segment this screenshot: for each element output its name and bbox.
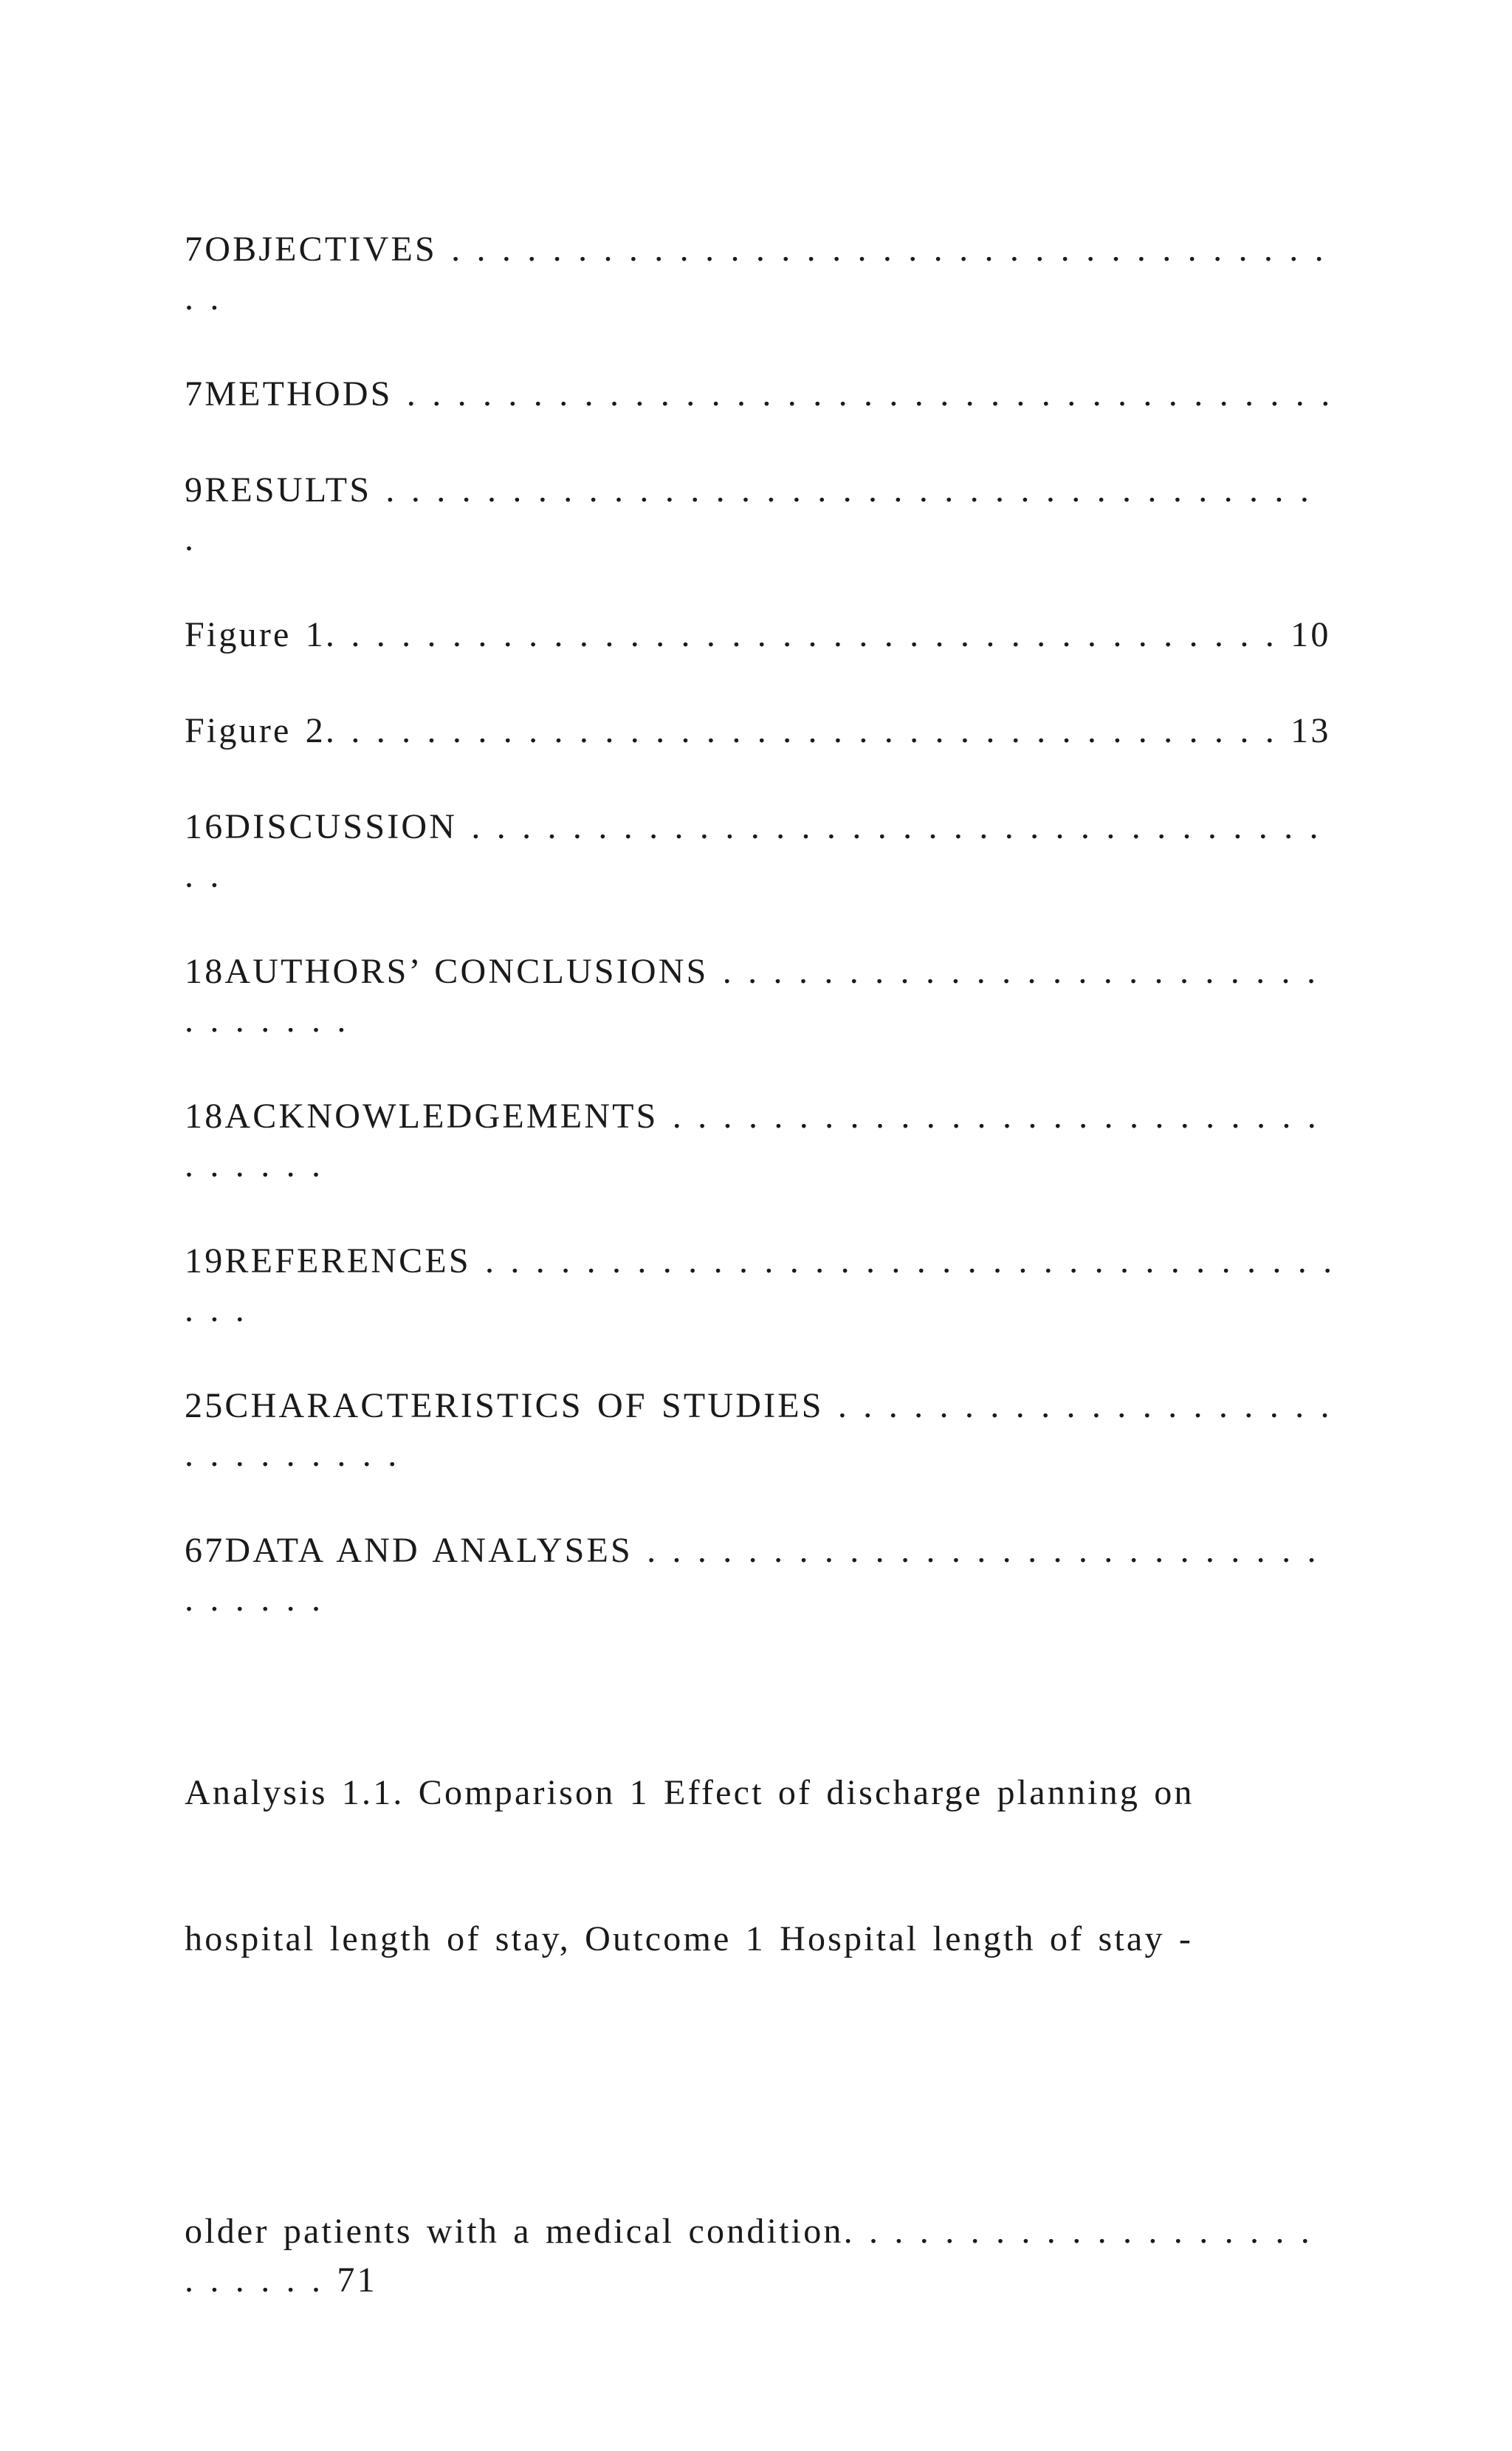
analysis-line-gap — [185, 2061, 1336, 2110]
analysis-title-line-2: hospital length of stay, Outcome 1 Hospital length of stay - — [185, 1919, 1194, 1958]
toc-entry-figure-1[interactable]: Figure 1. . . . . . . . . . . . . . . . . . . . . . . . . . . . . . . . . . . . . . 10 — [185, 615, 1331, 654]
table-of-contents — [185, 225, 1349, 2451]
toc-entry-methods[interactable]: 7METHODS . . . . . . . . . . . . . . . . . . . . . . . . . . . . . . . . . . . . . — [185, 374, 1333, 414]
analysis-title-line-3: older patients with a medical condition. . . . . . . . . . . . . . . . . . . . . . . . . 71 — [185, 2212, 1327, 2300]
toc-entry-acknowledgements[interactable]: 18ACKNOWLEDGEMENTS . . . . . . . . . . . . . . . . . . . . . . . . . . . . . . . . — [185, 1097, 1333, 1185]
toc-entry-objectives[interactable]: 7OBJECTIVES . . . . . . . . . . . . . . . . . . . . . . . . . . . . . . . . . . . . . — [185, 230, 1341, 318]
toc-entry-analysis-1-1[interactable] — [185, 1671, 1336, 2402]
toc-entry-discussion[interactable]: 16DISCUSSION . . . . . . . . . . . . . . . . . . . . . . . . . . . . . . . . . . . . — [185, 807, 1335, 895]
analysis-title-line-1: Analysis 1.1. Comparison 1 Effect of discharge planning on — [185, 1773, 1195, 1812]
toc-entry-results[interactable]: 9RESULTS . . . . . . . . . . . . . . . . . . . . . . . . . . . . . . . . . . . . . . — [185, 470, 1326, 558]
toc-entry-characteristics-of-studies[interactable]: 25CHARACTERISTICS OF STUDIES . . . . . . . . . . . . . . . . . . . . . . . . . . . . . — [185, 1386, 1346, 1474]
toc-entry-references[interactable]: 19REFERENCES . . . . . . . . . . . . . . . . . . . . . . . . . . . . . . . . . . . . . — [185, 1241, 1349, 1329]
toc-entry-data-and-analyses[interactable]: 67DATA AND ANALYSES . . . . . . . . . . . . . . . . . . . . . . . . . . . . . . . . . — [185, 1531, 1333, 1619]
toc-entry-authors-conclusions[interactable]: 18AUTHORS’ CONCLUSIONS . . . . . . . . . . . . . . . . . . . . . . . . . . . . . . . — [185, 952, 1333, 1040]
toc-entry-figure-2[interactable]: Figure 2. . . . . . . . . . . . . . . . . . . . . . . . . . . . . . . . . . . . . . 13 — [185, 711, 1331, 750]
